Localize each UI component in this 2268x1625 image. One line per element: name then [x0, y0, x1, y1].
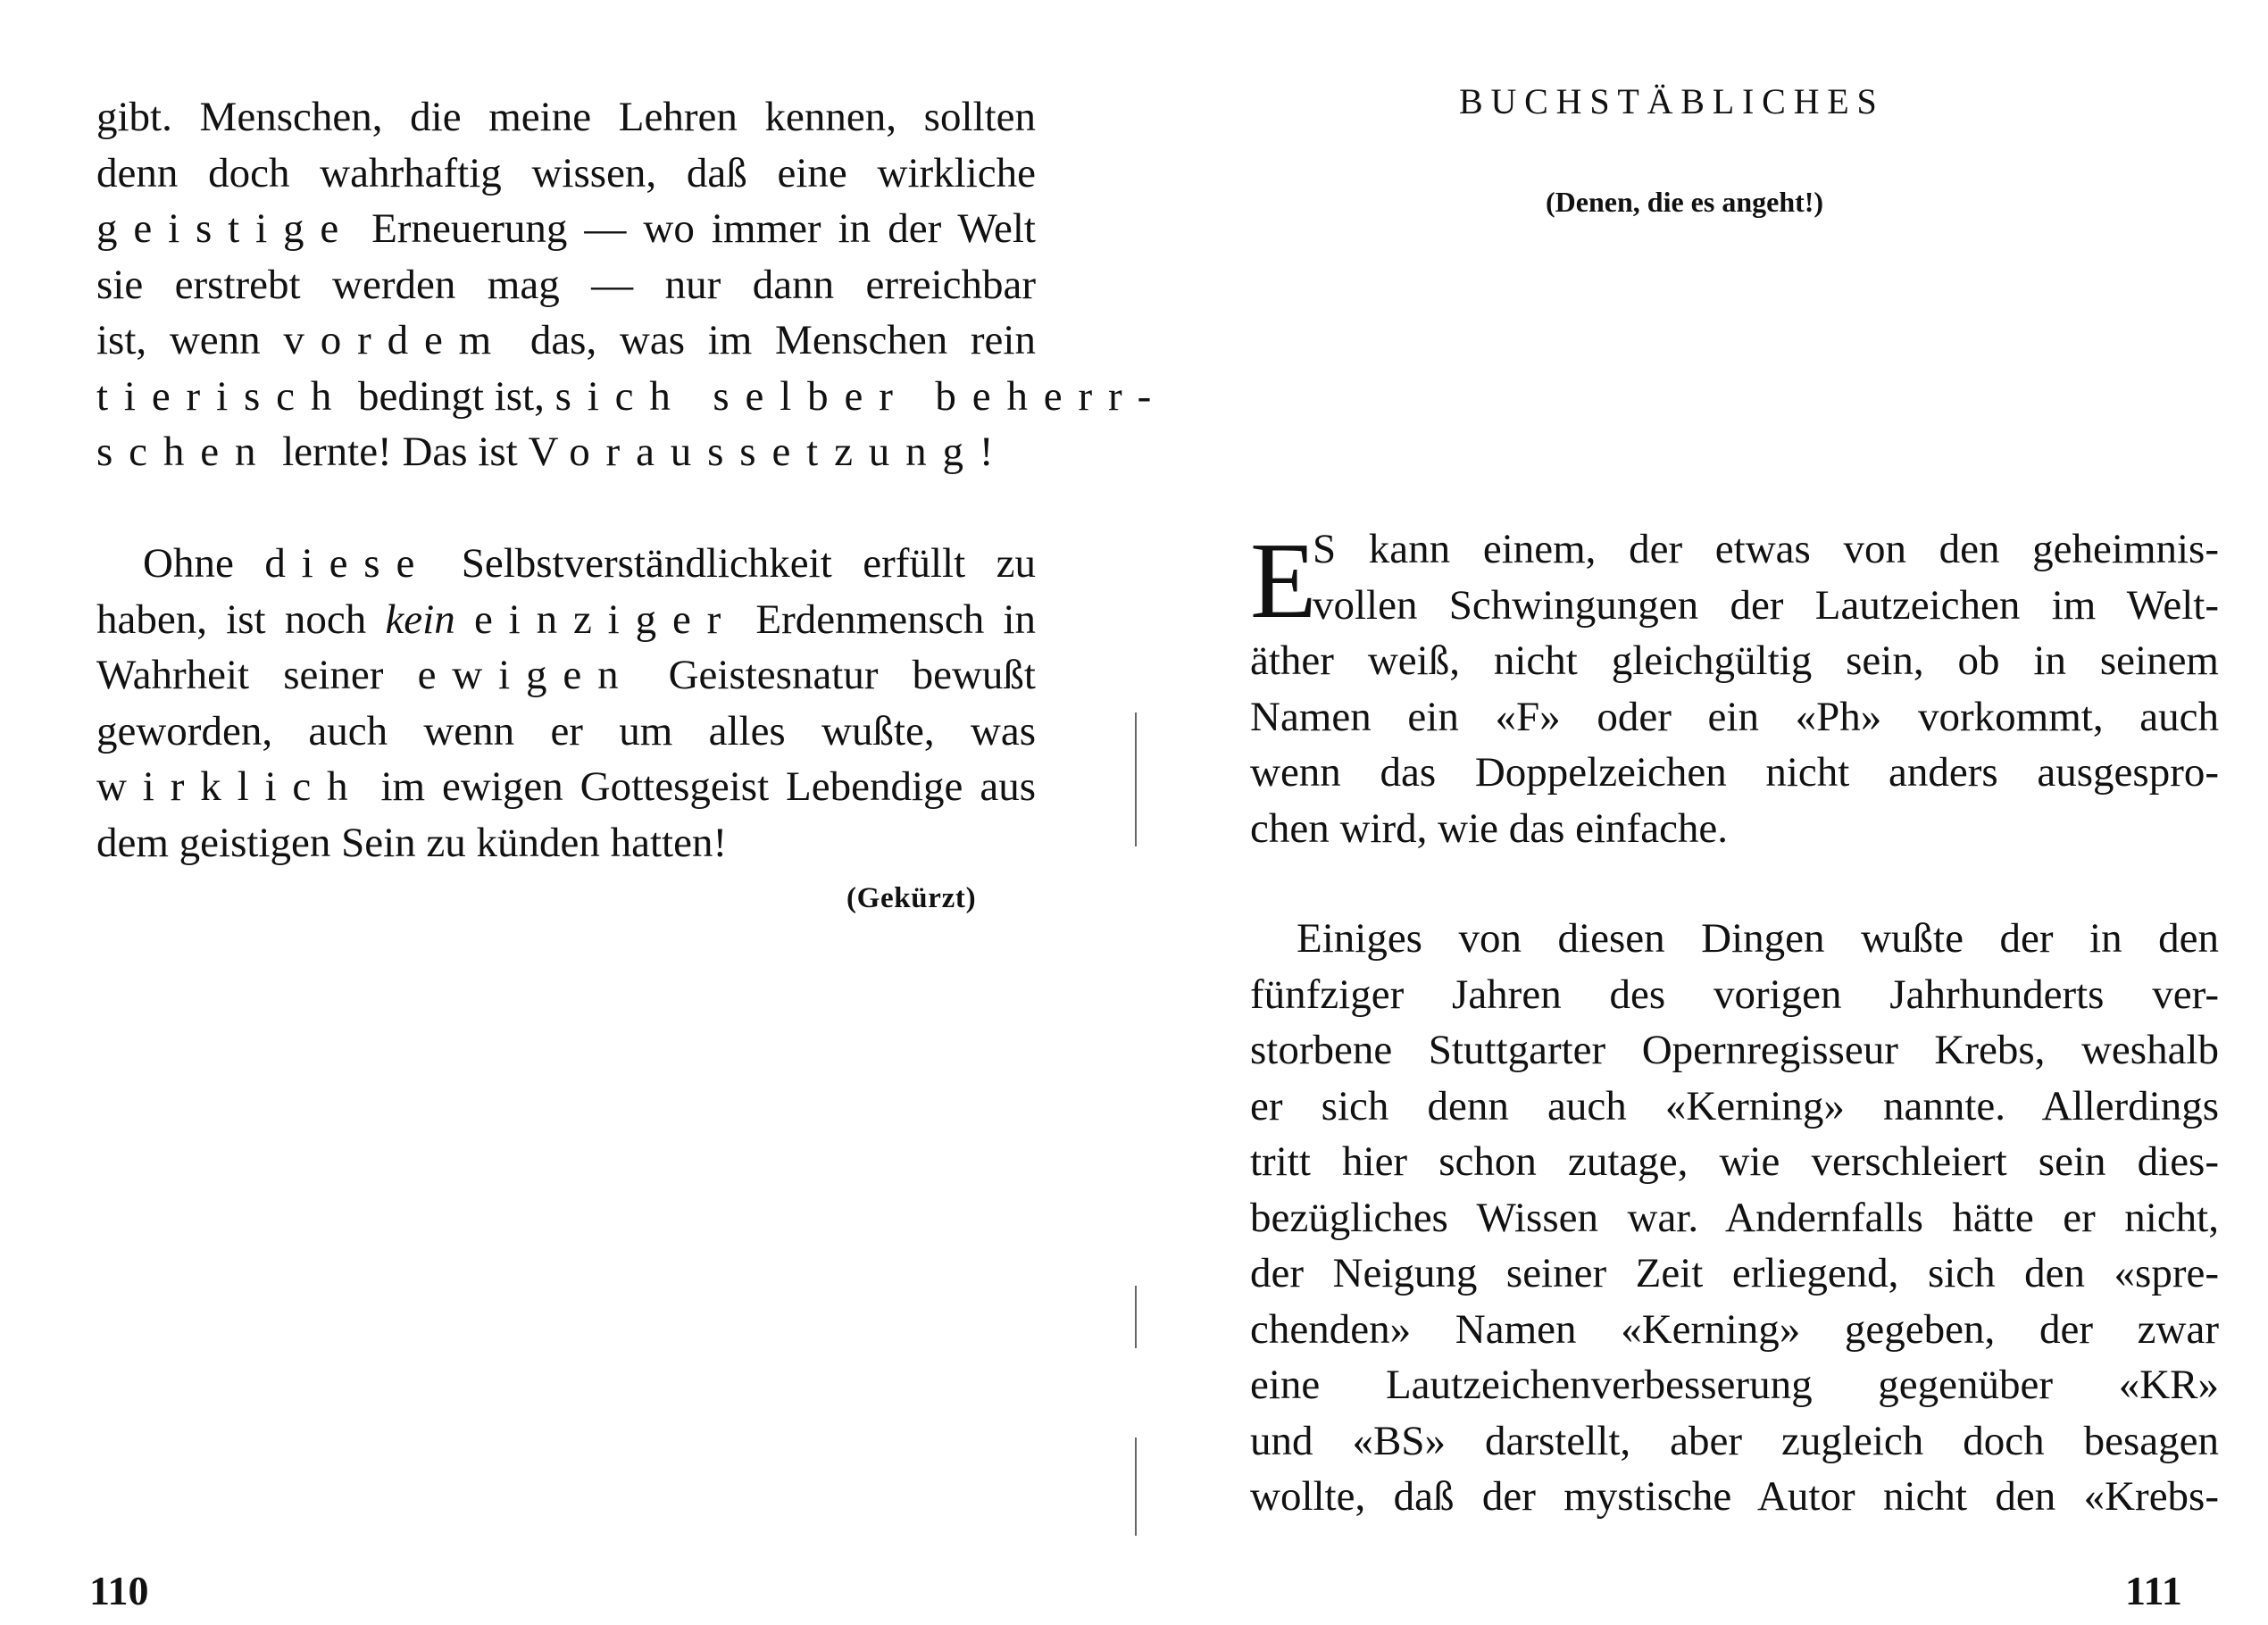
- text-line: sie erstrebt werden mag — nur dann erreichbar: [96, 261, 1036, 308]
- spaced-word: schen: [96, 429, 272, 475]
- spaced-word: geistige: [96, 205, 355, 252]
- left-paragraph-2: [96, 536, 1036, 871]
- text-segment: Selbstverständlichkeit erfüllt zu: [430, 540, 1036, 587]
- text-line: storbene Stuttgarter Opernregisseur Krebs, weshalb: [1250, 1027, 2219, 1073]
- spaced-word: tierisch: [96, 372, 348, 420]
- text-segment: Ohne: [143, 540, 265, 587]
- text-line: [96, 647, 1036, 704]
- page-number: 111: [2125, 1568, 2182, 1613]
- text-segment: haben, ist noch: [96, 596, 386, 643]
- text-segment: im ewigen Gottesgeist Lebendige aus: [363, 763, 1036, 810]
- text-segment: bedingt ist,: [347, 372, 555, 420]
- left-paragraph-1: [96, 89, 1168, 480]
- text-line: der Neigung seiner Zeit erliegend, sich den «spre-: [1250, 1250, 2219, 1296]
- right-paragraph-1: [1250, 633, 2219, 856]
- text-line: [96, 201, 1036, 257]
- text-segment: [455, 596, 474, 643]
- text-segment: Erdenmensch in: [737, 596, 1036, 643]
- text-line: S kann einem, der etwas von den geheimnis-: [1313, 526, 2219, 572]
- right-paragraph-2: [1250, 911, 2219, 1525]
- gutter-line: [1135, 712, 1137, 846]
- text-line: wenn das Doppelzeichen nicht anders ausgespro-: [1250, 749, 2219, 796]
- text-line: [96, 312, 1036, 369]
- chapter-subtitle: (Denen, die es angeht!): [1546, 186, 1824, 218]
- text-line: chen wird, wie das einfache.: [1250, 804, 1729, 852]
- text-line: äther weiß, nicht gleichgültig sein, ob in seinem: [1250, 638, 2219, 684]
- text-line: er sich denn auch «Kerning» nannte. Allerdings: [1250, 1082, 2219, 1129]
- text-line: [96, 536, 1036, 592]
- text-line: Namen ein «F» oder ein «Ph» vorkommt, auch: [1250, 693, 2219, 740]
- abridged-note: (Gekürzt): [846, 882, 977, 914]
- text-line: [96, 424, 1036, 480]
- text-line: tritt hier schon zutage, wie verschleiert sein dies-: [1250, 1138, 2219, 1185]
- page-number: 110: [89, 1568, 149, 1613]
- spaced-word: wirklich: [96, 763, 364, 810]
- spaced-word: Voraussetzung!: [528, 429, 1010, 475]
- text-line: wollte, daß der mystische Autor nicht den «Krebs-: [1250, 1473, 2219, 1520]
- text-line: und «BS» darstellt, aber zugleich doch besagen: [1250, 1417, 2219, 1464]
- chapter-title: BUCHSTÄBLICHES: [1459, 81, 1885, 121]
- spaced-word: diese: [264, 540, 431, 587]
- text-line: [96, 759, 1036, 815]
- spaced-word: vordem: [283, 317, 508, 363]
- text-line: geworden, auch wenn er um alles wußte, was: [96, 707, 1036, 754]
- drop-cap: E: [1250, 521, 1317, 641]
- text-line: vollen Schwingungen der Lautzeichen im Welt-: [1313, 581, 2219, 629]
- text-line: Einiges von diesen Dingen wußte der in den: [1297, 915, 2219, 962]
- text-segment: ist, wenn: [96, 317, 284, 363]
- text-segment: Wahrheit seiner: [96, 652, 418, 698]
- right-paragraph-1-indented: [1313, 521, 2219, 633]
- spaced-word: ewigen: [417, 652, 635, 698]
- text-line: fünfziger Jahren des vorigen Jahrhunderts ver-: [1250, 971, 2219, 1018]
- text-segment: Erneuerung — wo immer in der Welt: [354, 205, 1036, 252]
- spaced-word: einziger: [473, 596, 738, 643]
- text-line: [96, 369, 1168, 425]
- text-line: denn doch wahrhaftig wissen, daß eine wirkliche: [96, 149, 1036, 196]
- spaced-word: sich selber beherr-: [554, 372, 1168, 420]
- gutter-line: [1135, 1438, 1137, 1536]
- text-line: gibt. Menschen, die meine Lehren kennen, sollten: [96, 94, 1036, 140]
- emphasis-word: kein: [385, 596, 455, 643]
- gutter-line: [1135, 1286, 1137, 1348]
- text-segment: das, was im Menschen rein: [507, 317, 1036, 363]
- right-page: [1134, 0, 2268, 1625]
- text-line: eine Lautzeichenverbesserung gegenüber «KR»: [1250, 1362, 2219, 1408]
- text-line: bezügliches Wissen war. Andernfalls hätte er nicht,: [1250, 1194, 2219, 1241]
- text-segment: Geistesnatur bewußt: [634, 652, 1036, 698]
- text-line: chenden» Namen «Kerning» gegeben, der zwar: [1250, 1305, 2219, 1353]
- text-segment: lernte! Das ist: [271, 429, 529, 475]
- text-line: dem geistigen Sein zu künden hatten!: [96, 819, 728, 866]
- text-line: [96, 592, 1036, 648]
